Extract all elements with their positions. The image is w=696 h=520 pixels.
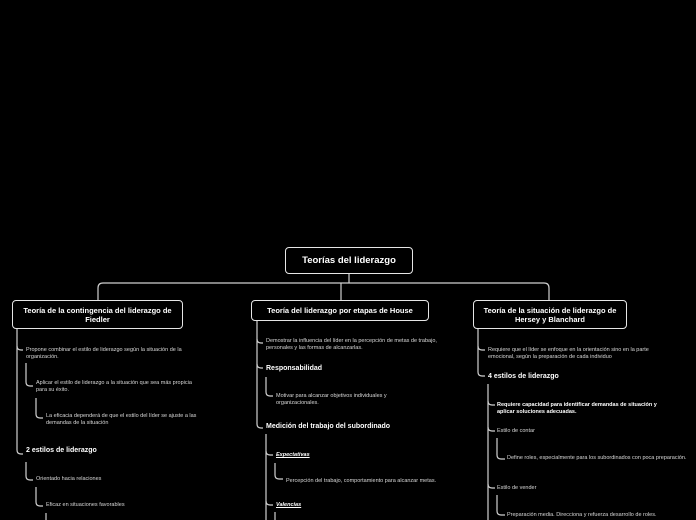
fiedler-tick-2: [26, 363, 33, 386]
house-tick-4: [266, 451, 273, 455]
house-tick-5: [275, 463, 283, 479]
branch-hersey-blanchard[interactable]: Teoría de la situación de liderazgo de Hersey y Blanchard: [473, 300, 627, 329]
house-tick-2: [257, 364, 263, 368]
fiedler-tick-1: [17, 346, 23, 350]
fiedler-node-5[interactable]: Orientado hacia relaciones: [36, 476, 102, 482]
house-node-2[interactable]: Responsabilidad: [266, 365, 323, 372]
house-node-1[interactable]: Demostrar la influencia del líder en la percepción de metas de trabajo, personales y las formas de alcanzarlas.: [266, 338, 437, 351]
hersey-tick-5: [488, 484, 495, 488]
hersey-tick-2: [488, 401, 495, 405]
hersey-node-3[interactable]: Requiere capacidad para identificar demandas de situación y aplicar soluciones adecuadas.: [497, 402, 657, 415]
hersey-node-7[interactable]: Preparación media. Direcciona y refuerza desarrollo de roles.: [507, 512, 657, 518]
house-node-4[interactable]: Medición del trabajo del subordinado: [266, 423, 391, 430]
hersey-tick-6: [497, 495, 505, 515]
house-node-3[interactable]: Motivar para alcanzar objetivos individuales y organizacionales.: [276, 393, 387, 406]
house-node-7[interactable]: Valencias: [276, 502, 302, 508]
branch-house[interactable]: Teoría del liderazgo por etapas de House: [251, 300, 429, 321]
fiedler-node-1[interactable]: Propone combinar el estilo de liderazgo según la situación de la organización.: [26, 347, 182, 360]
branch-bus: [98, 283, 549, 300]
hersey-tick-4: [497, 438, 505, 459]
fiedler-tick-3: [36, 398, 43, 418]
fiedler-node-4[interactable]: 2 estilos de liderazgo: [26, 447, 97, 454]
house-tick-6: [266, 501, 273, 505]
hersey-node-1[interactable]: Requiere que el líder se enfoque en la orientación sino en la parte emocional, según la preparación de cada individuo: [488, 347, 649, 360]
house-tick-1: [257, 339, 263, 343]
branch-fiedler[interactable]: Teoría de la contingencia del liderazgo de Fiedler: [12, 300, 183, 329]
fiedler-tick-4: [26, 462, 33, 480]
hersey-node-2[interactable]: 4 estilos de liderazgo: [488, 373, 559, 380]
hersey-node-4[interactable]: Estilo de contar: [497, 428, 535, 434]
house-node-5[interactable]: Expectativas: [276, 452, 310, 458]
fiedler-node-2[interactable]: Aplicar el estilo de liderazgo a la situación que sea más propicia para su éxito.: [36, 380, 192, 393]
house-trunk: [257, 321, 263, 428]
hersey-node-5[interactable]: Define roles, especialmente para los subordinados con poca preparación.: [507, 455, 687, 461]
fiedler-node-6[interactable]: Eficaz en situaciones favorables: [46, 502, 125, 508]
hersey-tick-1: [478, 346, 485, 350]
house-node-6[interactable]: Percepción del trabajo, comportamiento para alcanzar metas.: [286, 478, 437, 484]
house-tick-3: [266, 377, 273, 396]
hersey-tick-3: [488, 427, 495, 431]
hersey-node-6[interactable]: Estilo de vender: [497, 485, 537, 491]
fiedler-node-3[interactable]: La eficacia dependerá de que el estilo del líder se ajuste a las demandas de la situación: [46, 413, 197, 426]
root-node[interactable]: Teorías del liderazgo: [285, 247, 413, 274]
hersey-trunk: [478, 329, 485, 376]
fiedler-tick-5: [36, 487, 43, 506]
